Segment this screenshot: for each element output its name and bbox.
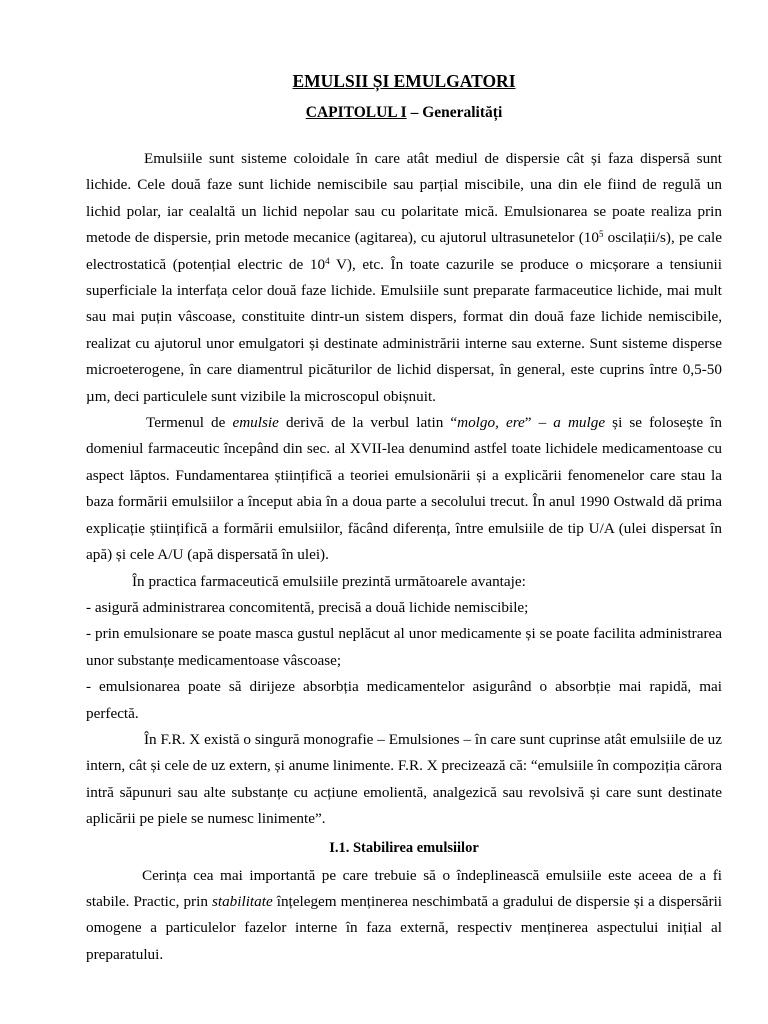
document-title: EMULSII ȘI EMULGATORI <box>292 71 516 91</box>
paragraph-text: V), etc. În toate cazurile se produce o micșorare a tensiunii superficiale la interfața celor două faze lichide. Emulsiile sunt preparate farmaceutice lichide, mai mult sau mai puțin vâscoase, constituite dintr-un sistem dispers, format din două faze lichide nemiscibile, realizat cu ajutorul unor emulgatori și destinate administrării interne sau externe. Sunt sisteme disperse microeterogene, în care diamentrul picăturilor de lichid dispersat, în general, este cuprins între 0,5-50 µm, deci particulele sunt vizibile la microscopul obișnuit. <box>86 255 722 405</box>
chapter-separator: – <box>406 104 423 121</box>
paragraph-text: Emulsiile sunt sisteme coloidale în care atât mediul de dispersie cât și faza dispersă sunt lichide. Cele două faze sunt lichide nemiscibile sau parțial miscibile, una din ele fiind de regulă un lichid polar, iar cealaltă un lichid nepolar sau cu polaritate mică. Emulsionarea se poate realiza prin metode de dispersie, prin metode mecanice (agitarea), cu ajutorul ultrasunetelor (10 <box>86 150 722 247</box>
paragraph-etymology <box>86 410 722 568</box>
list-item: - emulsionarea poate să dirijeze absorbția medicamentelor asigurând o absorbție mai rapidă, mai perfectă. <box>86 678 722 722</box>
list-item: - prin emulsionare se poate masca gustul neplăcut al unor medicamente și se poate facilita administrarea unor substanțe medicamentoase vâscoase; <box>86 625 722 669</box>
paragraph-text: ” – <box>524 414 554 432</box>
paragraph-advantages-intro: În practica farmaceutică emulsiile prezintă următoarele avantaje: <box>132 572 526 590</box>
italic-term: molgo, ere <box>457 414 525 432</box>
chapter-heading <box>86 98 722 128</box>
paragraph-text: înțelegem menținerea neschimbată a gradului de dispersie și a dispersării omogene a particulelor fazelor interne în faza externă, respectiv menținerea aspectului inițial al preparatului. <box>86 892 723 963</box>
chapter-name: Generalități <box>422 104 503 121</box>
italic-term: emulsie <box>232 414 279 432</box>
chapter-label: CAPITOLUL I <box>305 104 407 121</box>
paragraph-definition <box>86 146 722 410</box>
italic-term: stabilitate <box>211 892 273 910</box>
exponent: 4 <box>325 255 330 266</box>
paragraph-text: Cerința cea mai importantă pe care trebuie să o îndeplinească emulsiile este aceea de a fi stabile. Practic, prin <box>86 866 722 910</box>
exponent: 5 <box>598 229 604 240</box>
paragraph-text: Termenul de <box>146 414 233 432</box>
paragraph-text: oscilații/s), pe cale electrostatică (potențial electric de 10 <box>86 229 722 273</box>
paragraph-text: derivă de la verbul latin “ <box>278 414 458 432</box>
paragraph-text: și se folosește în domeniul farmaceutic începând din sec. al XVII-lea denumind astfel toate lichidele medicamentoase cu aspect lăptos. Fundamentarea științifică a teoriei emulsionării și a explicării fenomenelor care stau la baza formării emulsiilor a început abia în a doua parte a secolului trecut. În anul 1990 Ostwald dă prima explicație științifică a formării emulsiilor, făcând diferența, între emulsiile de tip U/A (ulei dispersat în apă) și cele A/U (apă dispersată în ulei). <box>86 414 722 564</box>
list-item: - asigură administrarea concomitentă, precisă a două lichide nemiscibile; <box>86 598 529 616</box>
italic-term: a mulge <box>553 414 606 432</box>
paragraph-stability <box>86 863 722 969</box>
section-heading: I.1. Stabilirea emulsiilor <box>329 839 479 856</box>
paragraph-monograph: În F.R. X există o singură monografie – Emulsiones – în care sunt cuprinse atât emulsiile de uz intern, cât și cele de uz extern, și anume linimente. F.R. X precizează că: “emulsiile în compoziția cărora intră săpunuri sau alte substanțe cu acțiune emolientă, analgezică sau revolsivă și care sunt destinate aplicării pe piele se numesc linimente”. <box>86 730 722 828</box>
